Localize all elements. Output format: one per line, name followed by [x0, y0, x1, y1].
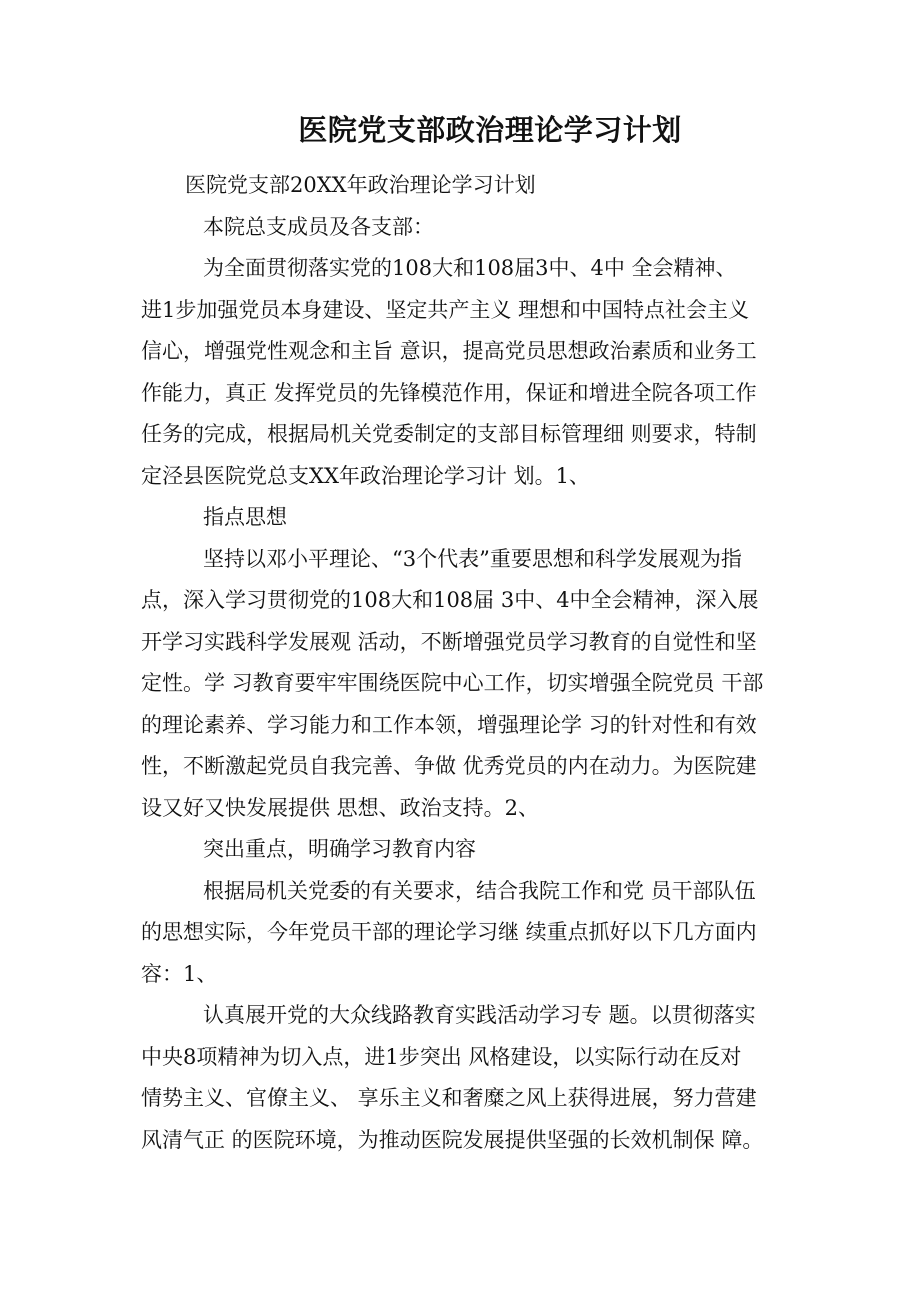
paragraph-line: 情势主义、官僚主义、 享乐主义和奢糜之风上获得进展，努力营建: [141, 1086, 757, 1110]
paragraph-line: 进1步加强党员本身建设、坚定共产主义 理想和中国特点社会主义: [141, 297, 750, 322]
paragraph-line: 定泾县医院党总支XX年政治理论学习计 划。1、: [141, 463, 590, 488]
paragraph-line: 的理论素养、学习能力和工作本领，增强理论学 习的针对性和有效: [141, 712, 757, 737]
paragraph-line: 风清气正 的医院环境，为推动医院发展提供坚强的长效机制保 障。: [141, 1127, 764, 1152]
paragraph-line: 定性。学 习教育要牢牢围绕医院中心工作，切实增强全院党员 干部: [141, 671, 764, 695]
paragraph-requirements: [141, 871, 791, 996]
section-heading-key-content: 突出重点，明确学习教育内容: [203, 837, 476, 861]
paragraph-line: 开学习实践科学发展观 活动，不断增强党员学习教育的自觉性和坚: [141, 629, 757, 654]
paragraph-line: 的思想实际，今年党员干部的理论学习继 续重点抓好以下几方面内: [141, 920, 757, 944]
paragraph-line: 为全面贯彻落实党的108大和108届3中、4中 全会精神、: [203, 256, 737, 280]
document-body: [141, 165, 791, 1161]
paragraph-guiding-thought: [141, 539, 791, 830]
paragraph-line: 作能力，真正 发挥党员的先锋模范作用，保证和增进全院各项工作: [141, 380, 757, 405]
paragraph-line: 中央8项精神为切入点，进1步突出 风格建设，以实际行动在反对: [141, 1044, 742, 1069]
paragraph-line: 性，不断激起党员自我完善、争做 优秀党员的内在动力。为医院建: [141, 754, 757, 778]
salutation: 本院总支成员及各支部：: [203, 214, 434, 239]
paragraph-intro: [141, 248, 791, 497]
paragraph-line: 设又好又快发展提供 思想、政治支持。2、: [141, 795, 540, 820]
paragraph-line: 点，深入学习贯彻党的108大和108届 3中、4中全会精神，深入展: [141, 588, 759, 612]
paragraph-line: 根据局机关党委的有关要求，结合我院工作和党 员干部队伍: [203, 878, 756, 903]
document-title: 医院党支部政治理论学习计划: [298, 113, 682, 147]
paragraph-line: 信心，增强党性观念和主旨 意识，提高党员思想政治素质和业务工: [141, 339, 757, 363]
document-subtitle: 医院党支部20XX年政治理论学习计划: [185, 173, 536, 197]
paragraph-line: 认真展开党的大众线路教育实践活动学习专 题。以贯彻落实: [203, 1003, 756, 1027]
paragraph-mass-line: [141, 995, 791, 1161]
paragraph-line: 坚持以邓小平理论、“3个代表”重要思想和科学发展观为指: [203, 546, 742, 571]
paragraph-line: 任务的完成，根据局机关党委制定的支部目标管理细 则要求，特制: [141, 422, 757, 446]
section-heading-guiding-thought: 指点思想: [203, 505, 287, 529]
paragraph-line: 容：1、: [141, 961, 218, 986]
